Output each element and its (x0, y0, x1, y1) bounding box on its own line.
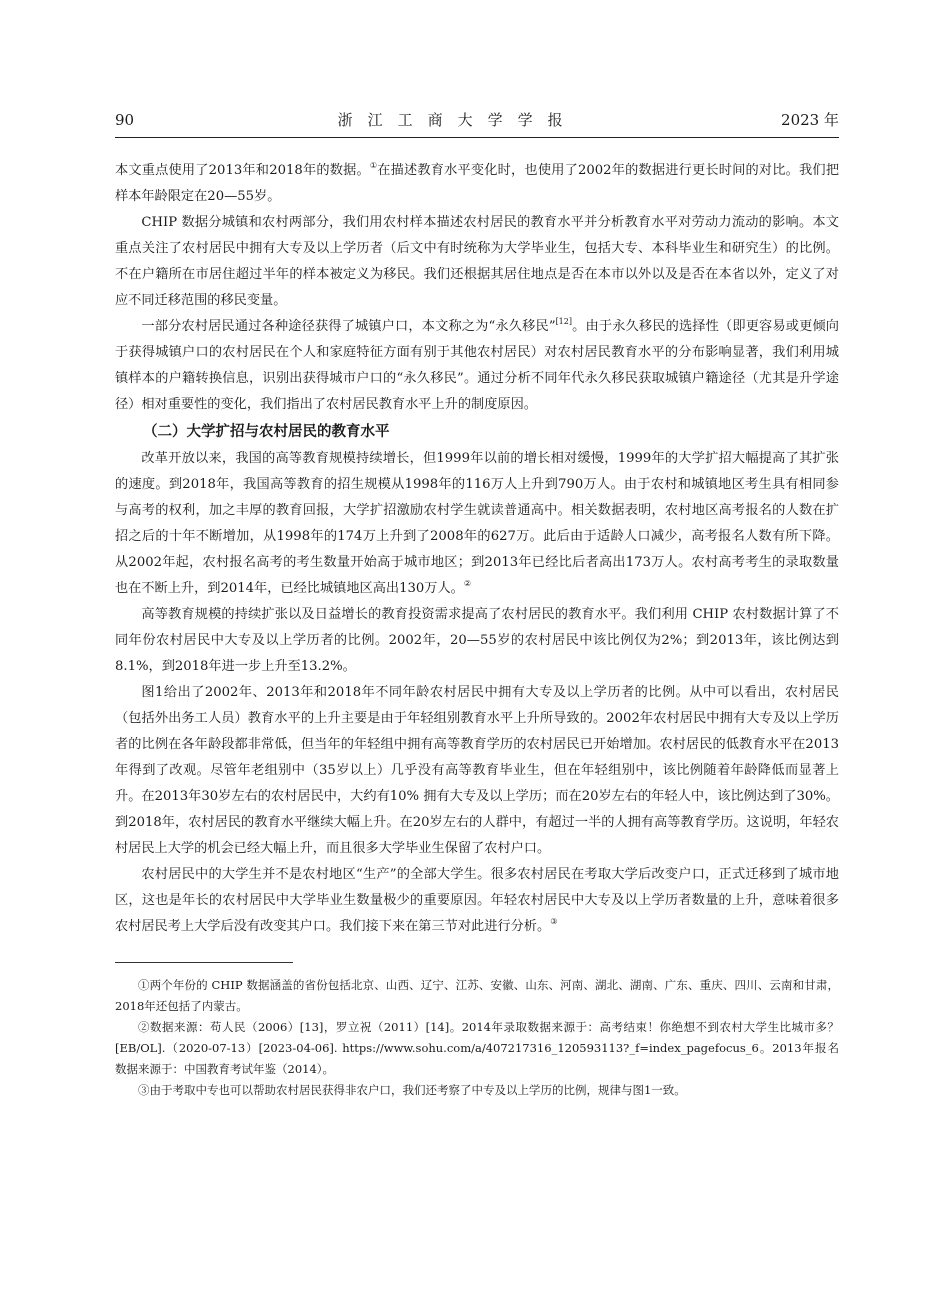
running-header (115, 108, 839, 138)
publication-year: 2023 年 (781, 111, 839, 129)
paper-page (115, 108, 839, 1101)
paragraph: CHIP 数据分城镇和农村两部分，我们用农村样本描述农村居民的教育水平并分析教育水平对劳动力流动的影响。本文重点关注了农村居民中拥有大专及以上学历者（后文中有时统称为大学毕业生，包括大专、本科毕业生和研究生）的比例。不在户籍所在市居住超过半年的样本被定义为移民。我们还根据其居住地点是否在本市以外以及是否在本省以外，定义了对应不同迁移范围的移民变量。 (115, 215, 839, 308)
page-number: 90 (115, 111, 135, 129)
footnote: ③由于考取中专也可以帮助农村居民获得非农户口，我们还考察了中专及以上学历的比例，规律与图1一致。 (138, 1083, 686, 1097)
journal-title: 浙江工商大学学报 (337, 111, 578, 129)
paragraph: 高等教育规模的持续扩张以及日益增长的教育投资需求提高了农村居民的教育水平。我们利用 CHIP 农村数据计算了不同年份农村居民中大专及以上学历者的比例。2002年，20—55岁的农村居民中该比例仅为2%；到2013年，该比例达到8.1%，到2018年进一步上升至13.2%。 (115, 607, 839, 674)
footnotes (115, 975, 839, 1101)
citation-ref: [12] (555, 317, 572, 326)
paragraph: 农村居民中的大学生并不是农村地区“生产”的全部大学生。很多农村居民在考取大学后改变户口，正式迁移到了城市地区，这也是年长的农村居民中大学毕业生数量极少的重要原因。年轻农村居民中大专及以上学历者数量的上升，意味着很多农村居民考上大学后没有改变其户口。我们接下来在第三节对此进行分析。③ (115, 867, 839, 934)
main-text (115, 158, 839, 1101)
section-heading: （二）大学扩招与农村居民的教育水平 (143, 424, 390, 440)
footnote-divider (115, 962, 293, 963)
footnote: ②数据来源：苟人民（2006）[13]，罗立祝（2011）[14]。2014年录取数据来源于：高考结束！你绝想不到农村大学生比城市多？[EB/OL].（2020-07-13）[2023-04-06]. https://www.sohu.com/a/407217316_120593113?_f=index_pagefocus_6。2013年报名数据来源于：中国教育考试年鉴（2014）。 (115, 1020, 839, 1076)
paragraph: 一部分农村居民通过各种途径获得了城镇户口，本文称之为“永久移民”[12]。由于永久移民的选择性（即更容易或更倾向于获得城镇户口的农村居民在个人和家庭特征方面有别于其他农村居民）对农村居民教育水平的分布影响显著，我们利用城镇样本的户籍转换信息，识别出获得城市户口的“永久移民”。通过分析不同年代永久移民获取城镇户籍途径（尤其是升学途径）相对重要性的变化，我们指出了农村居民教育水平上升的制度原因。 (115, 317, 839, 412)
paragraph: 本文重点使用了2013年和2018年的数据。①在描述教育水平变化时，也使用了2002年的数据进行更长时间的对比。我们把样本年龄限定在20—55岁。 (115, 161, 840, 204)
paragraph: 图1给出了2002年、2013年和2018年不同年龄农村居民中拥有大专及以上学历者的比例。从中可以看出，农村居民（包括外出务工人员）教育水平的上升主要是由于年轻组别教育水平上升所导致的。2002年农村居民中拥有大专及以上学历者的比例在各年龄段都非常低，但当年的年轻组中拥有高等教育学历的农村居民已开始增加。农村居民的低教育水平在2013年得到了改观。尽管年老组别中（35岁以上）几乎没有高等教育毕业生，但在年轻组别中，该比例随着年龄降低而显著上升。在2013年30岁左右的农村居民中，大约有10% 拥有大专及以上学历；而在20岁左右的年轻人中，该比例达到了30%。到2018年，农村居民的教育水平继续大幅上升。在20岁左右的人群中，有超过一半的人拥有高等教育学历。这说明，年轻农村居民上大学的机会已经大幅上升，而且很多大学毕业生保留了农村户口。 (115, 685, 839, 856)
footnote-ref: ① (369, 161, 378, 170)
footnote: ①两个年份的 CHIP 数据涵盖的省份包括北京、山西、辽宁、江苏、安徽、山东、河南、湖北、湖南、广东、重庆、四川、云南和甘肃，2018年还包括了内蒙古。 (115, 978, 839, 1013)
paragraph: 改革开放以来，我国的高等教育规模持续增长，但1999年以前的增长相对缓慢，1999年的大学扩招大幅提高了其扩张的速度。到2018年，我国高等教育的招生规模从1998年的116万人上升到790万人。由于农村和城镇地区考生具有相同参与高考的权利，加之丰厚的教育回报，大学扩招激励农村学生就读普通高中。相关数据表明，农村地区高考报名的人数在扩招之后的十年不断增加，从1998年的174万上升到了2008年的627万。此后由于适龄人口减少，高考报名人数有所下降。从2002年起，农村报名高考的考生数量开始高于城市地区；到2013年已经比后者高出173万人。农村高考考生的录取数量也在不断上升，到2014年，已经比城镇地区高出130万人。② (115, 451, 839, 596)
footnote-ref: ③ (550, 917, 558, 926)
footnote-ref: ② (463, 579, 472, 588)
